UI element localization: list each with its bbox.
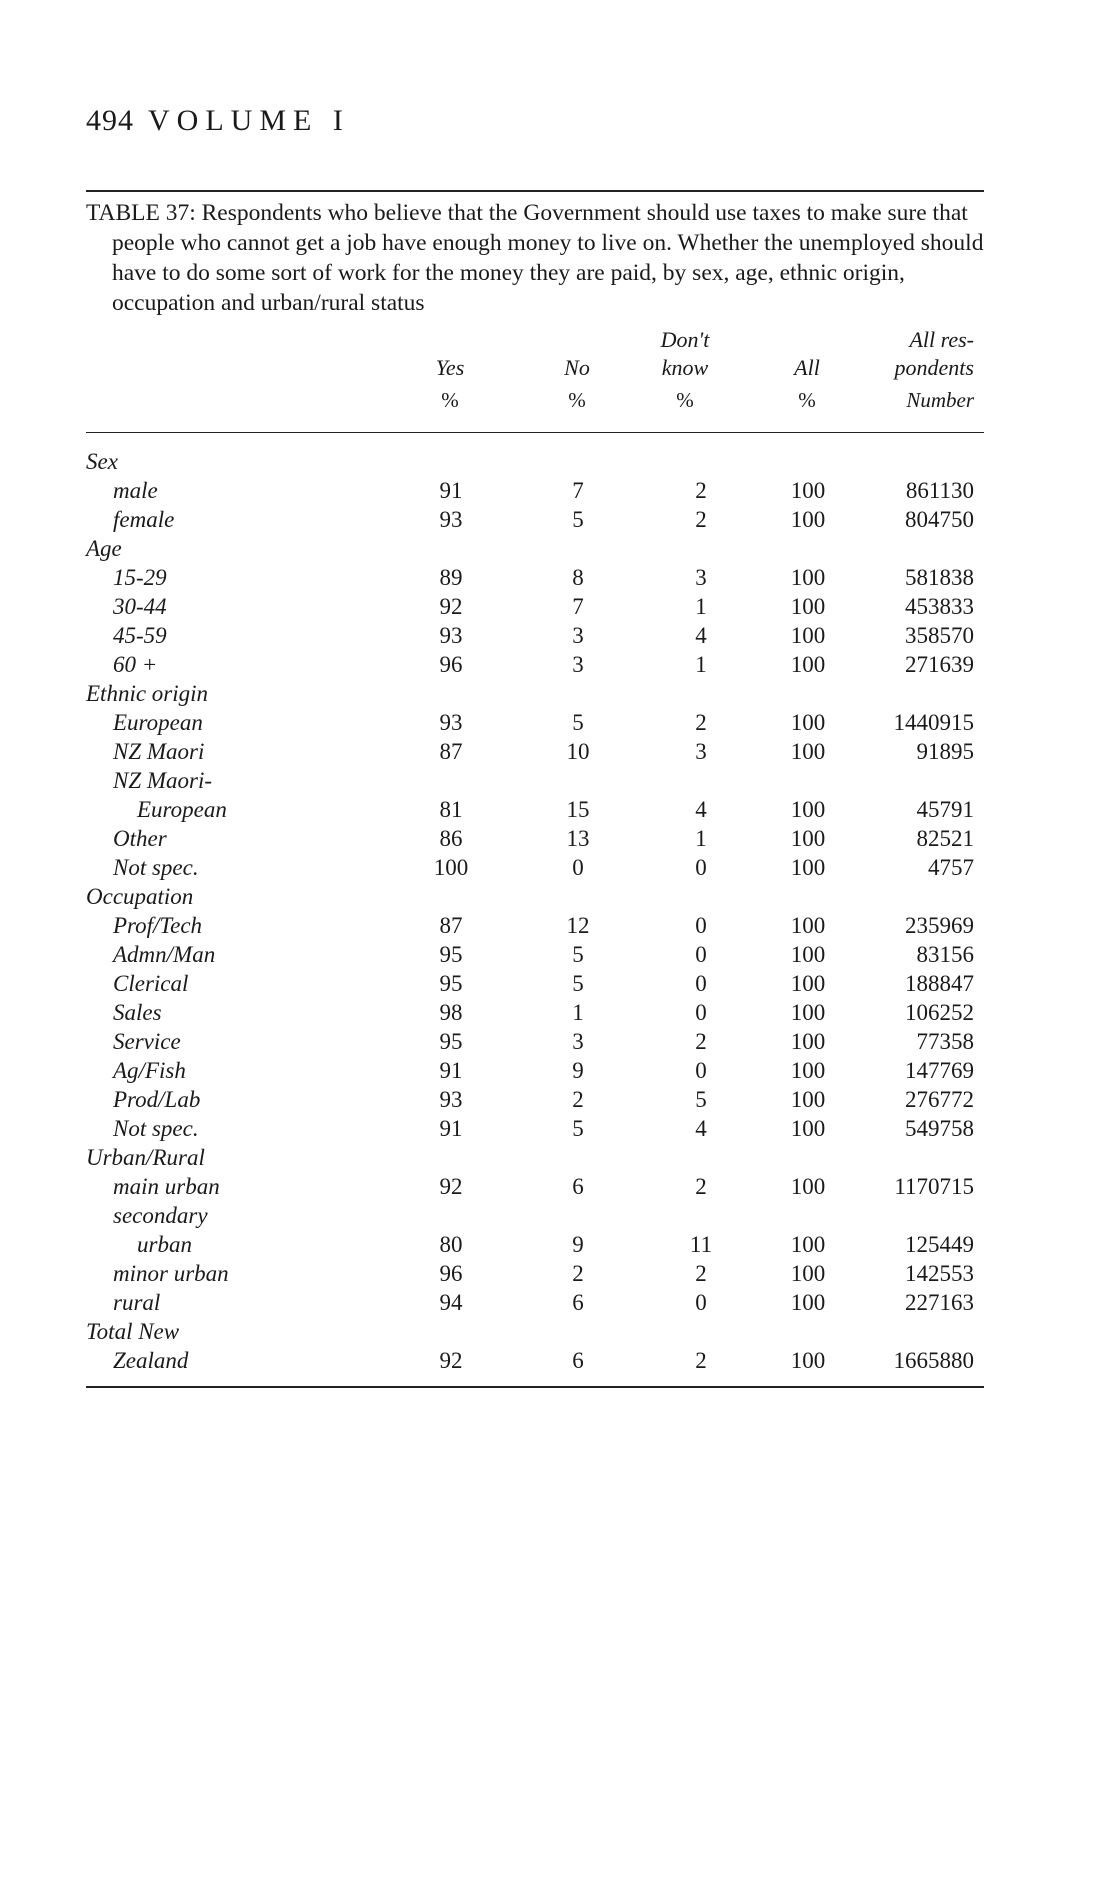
cell-dont-know: 2 <box>695 478 707 503</box>
col-unit-dont-know: % <box>676 388 694 412</box>
cell-no: 12 <box>566 913 590 938</box>
cell-respondents: 358570 <box>905 623 974 648</box>
cell-dont-know: 11 <box>689 1232 713 1257</box>
row-label: female <box>113 507 175 532</box>
volume-label: VOLUME I <box>148 104 350 137</box>
cell-all: 100 <box>790 826 826 851</box>
row-label: 15-29 <box>113 565 167 590</box>
cell-yes: 91 <box>439 1116 463 1141</box>
row-group-label: Sex <box>86 449 118 474</box>
cell-all: 100 <box>790 478 826 503</box>
row-label: Not spec. <box>113 855 199 880</box>
cell-respondents: 4757 <box>928 855 974 880</box>
cell-dont-know: 2 <box>695 1261 707 1286</box>
cell-all: 100 <box>790 1290 826 1315</box>
row-group-label: Ethnic origin <box>86 681 209 706</box>
cell-no: 2 <box>572 1261 584 1286</box>
cell-all: 100 <box>790 623 826 648</box>
cell-all: 100 <box>790 913 826 938</box>
table-row <box>86 940 986 969</box>
cell-all: 100 <box>790 1261 826 1286</box>
cell-respondents: 1665880 <box>893 1348 974 1373</box>
cell-respondents: 861130 <box>905 478 974 503</box>
col-unit-no: % <box>568 388 586 412</box>
col-header-dont-know: Don't know <box>660 327 710 380</box>
cell-dont-know: 3 <box>695 739 707 764</box>
table-caption-text: TABLE 37: Respondents who believe that the Government should use taxes to make sure that people who cannot get a job have enough money to live on. Whether the unemployed should have to do some sort of work for the money they are paid, by sex, age, ethnic origin, occupation and urban/rural status <box>86 200 984 316</box>
table-body <box>86 447 986 1375</box>
row-label: secondary <box>113 1203 208 1228</box>
cell-no: 0 <box>572 855 584 880</box>
cell-no: 3 <box>572 652 584 677</box>
table-row <box>86 679 986 708</box>
cell-dont-know: 1 <box>695 652 707 677</box>
cell-no: 10 <box>566 739 590 764</box>
cell-no: 5 <box>572 971 584 996</box>
cell-all: 100 <box>790 594 826 619</box>
cell-yes: 98 <box>439 1000 463 1025</box>
cell-yes: 93 <box>439 710 463 735</box>
table-row <box>86 853 986 882</box>
cell-no: 6 <box>572 1290 584 1315</box>
cell-yes: 92 <box>439 1348 463 1373</box>
table-row <box>86 621 986 650</box>
row-group-label: Total New <box>86 1319 180 1344</box>
col-header-yes: Yes <box>435 355 465 380</box>
table-row <box>86 1143 986 1172</box>
cell-yes: 93 <box>439 623 463 648</box>
row-label: Not spec. <box>113 1116 199 1141</box>
cell-yes: 93 <box>439 507 463 532</box>
page-number: 494 <box>86 104 134 137</box>
col-header-no: No <box>564 355 590 380</box>
row-label: NZ Maori <box>113 739 205 764</box>
cell-yes: 94 <box>439 1290 463 1315</box>
cell-respondents: 453833 <box>905 594 974 619</box>
cell-no: 5 <box>572 710 584 735</box>
cell-dont-know: 4 <box>695 1116 707 1141</box>
cell-respondents: 82521 <box>916 826 974 851</box>
row-label: Prof/Tech <box>113 913 203 938</box>
cell-all: 100 <box>790 1174 826 1199</box>
cell-dont-know: 2 <box>695 1348 707 1373</box>
cell-yes: 91 <box>439 1058 463 1083</box>
row-label: 45-59 <box>113 623 167 648</box>
cell-respondents: 147769 <box>905 1058 974 1083</box>
cell-dont-know: 0 <box>695 1000 707 1025</box>
cell-respondents: 188847 <box>905 971 974 996</box>
table-row <box>86 592 986 621</box>
row-label: European <box>113 710 203 735</box>
cell-dont-know: 2 <box>695 507 707 532</box>
cell-yes: 95 <box>439 1029 463 1054</box>
cell-respondents: 83156 <box>916 942 974 967</box>
table-header-rule <box>86 432 984 433</box>
cell-respondents: 1440915 <box>893 710 974 735</box>
row-label: male <box>113 478 158 503</box>
cell-dont-know: 0 <box>695 971 707 996</box>
cell-yes: 87 <box>439 913 463 938</box>
table-row <box>86 766 986 795</box>
cell-no: 2 <box>572 1087 584 1112</box>
table-top-rule <box>86 190 984 192</box>
table-row <box>86 1288 986 1317</box>
cell-yes: 91 <box>439 478 463 503</box>
table-row <box>86 505 986 534</box>
table-row <box>86 1114 986 1143</box>
row-label: NZ Maori- <box>113 768 213 793</box>
cell-all: 100 <box>790 1116 826 1141</box>
cell-no: 15 <box>566 797 590 822</box>
cell-respondents: 45791 <box>916 797 974 822</box>
cell-all: 100 <box>790 1029 826 1054</box>
row-label: main urban <box>113 1174 220 1199</box>
cell-all: 100 <box>790 942 826 967</box>
row-label: minor urban <box>113 1261 229 1286</box>
row-label: Service <box>113 1029 181 1054</box>
cell-no: 5 <box>572 1116 584 1141</box>
cell-no: 7 <box>572 478 584 503</box>
table-row <box>86 824 986 853</box>
cell-dont-know: 0 <box>695 1290 707 1315</box>
table-row <box>86 1259 986 1288</box>
cell-no: 6 <box>572 1174 584 1199</box>
row-label: Admn/Man <box>113 942 216 967</box>
row-label: European <box>137 797 227 822</box>
cell-all: 100 <box>790 1348 826 1373</box>
cell-yes: 92 <box>439 594 463 619</box>
row-label: Clerical <box>113 971 189 996</box>
cell-all: 100 <box>790 1000 826 1025</box>
table-row <box>86 737 986 766</box>
cell-no: 7 <box>572 594 584 619</box>
cell-dont-know: 0 <box>695 1058 707 1083</box>
row-label: 30-44 <box>113 594 167 619</box>
cell-respondents: 804750 <box>905 507 974 532</box>
cell-all: 100 <box>790 710 826 735</box>
cell-dont-know: 2 <box>695 710 707 735</box>
table-row <box>86 1027 986 1056</box>
cell-no: 3 <box>572 623 584 648</box>
cell-all: 100 <box>790 855 826 880</box>
col-unit-all: % <box>798 388 816 412</box>
cell-yes: 95 <box>439 971 463 996</box>
cell-respondents: 1170715 <box>894 1174 974 1199</box>
row-label: 60 + <box>113 652 158 677</box>
cell-yes: 80 <box>439 1232 463 1257</box>
row-label: Ag/Fish <box>113 1058 186 1083</box>
table-row <box>86 1346 986 1375</box>
cell-all: 100 <box>790 507 826 532</box>
cell-dont-know: 3 <box>695 565 707 590</box>
cell-no: 9 <box>572 1058 584 1083</box>
cell-respondents: 91895 <box>916 739 974 764</box>
cell-no: 9 <box>572 1232 584 1257</box>
cell-yes: 89 <box>439 565 463 590</box>
table-row <box>86 911 986 940</box>
table-row <box>86 1085 986 1114</box>
page-header <box>86 104 350 138</box>
cell-no: 13 <box>566 826 590 851</box>
cell-yes: 86 <box>439 826 463 851</box>
cell-respondents: 549758 <box>905 1116 974 1141</box>
cell-all: 100 <box>790 565 826 590</box>
row-label: rural <box>113 1290 161 1315</box>
cell-respondents: 77358 <box>916 1029 974 1054</box>
table-row <box>86 1230 986 1259</box>
cell-respondents: 227163 <box>905 1290 974 1315</box>
table-row <box>86 1201 986 1230</box>
cell-respondents: 125449 <box>905 1232 974 1257</box>
table-row <box>86 1172 986 1201</box>
row-label: Zealand <box>113 1348 189 1373</box>
col-unit-respondents: Number <box>906 388 974 412</box>
cell-yes: 96 <box>439 652 463 677</box>
row-group-label: Occupation <box>86 884 194 909</box>
cell-yes: 93 <box>439 1087 463 1112</box>
table-row <box>86 447 986 476</box>
cell-respondents: 235969 <box>905 913 974 938</box>
row-group-label: Urban/Rural <box>86 1145 205 1170</box>
cell-dont-know: 2 <box>695 1174 707 1199</box>
table-row <box>86 969 986 998</box>
cell-yes: 87 <box>439 739 463 764</box>
cell-yes: 92 <box>439 1174 463 1199</box>
cell-respondents: 271639 <box>905 652 974 677</box>
cell-all: 100 <box>790 1232 826 1257</box>
cell-all: 100 <box>790 797 826 822</box>
table-row <box>86 563 986 592</box>
table-row <box>86 476 986 505</box>
row-label: urban <box>137 1232 192 1257</box>
col-header-respondents: All res- pondents <box>894 327 974 380</box>
cell-all: 100 <box>790 1058 826 1083</box>
table-row <box>86 1317 986 1346</box>
table-row <box>86 650 986 679</box>
cell-no: 6 <box>572 1348 584 1373</box>
cell-yes: 100 <box>433 855 469 880</box>
cell-no: 5 <box>572 507 584 532</box>
cell-no: 8 <box>572 565 584 590</box>
cell-dont-know: 4 <box>695 797 707 822</box>
cell-dont-know: 5 <box>695 1087 707 1112</box>
cell-dont-know: 0 <box>695 942 707 967</box>
cell-dont-know: 0 <box>695 913 707 938</box>
cell-all: 100 <box>790 1087 826 1112</box>
cell-respondents: 276772 <box>905 1087 974 1112</box>
cell-respondents: 142553 <box>905 1261 974 1286</box>
row-label: Other <box>113 826 167 851</box>
cell-no: 1 <box>572 1000 584 1025</box>
table-row <box>86 534 986 563</box>
cell-respondents: 581838 <box>905 565 974 590</box>
cell-dont-know: 4 <box>695 623 707 648</box>
cell-yes: 96 <box>439 1261 463 1286</box>
cell-all: 100 <box>790 652 826 677</box>
table-row <box>86 998 986 1027</box>
table-caption <box>86 198 990 318</box>
table-row <box>86 1056 986 1085</box>
table-row <box>86 708 986 737</box>
cell-all: 100 <box>790 971 826 996</box>
cell-dont-know: 0 <box>695 855 707 880</box>
col-unit-yes: % <box>441 388 459 412</box>
table-bottom-rule <box>86 1386 984 1388</box>
cell-dont-know: 2 <box>695 1029 707 1054</box>
cell-dont-know: 1 <box>695 594 707 619</box>
row-group-label: Age <box>86 536 122 561</box>
cell-respondents: 106252 <box>905 1000 974 1025</box>
cell-yes: 95 <box>439 942 463 967</box>
cell-yes: 81 <box>439 797 463 822</box>
cell-dont-know: 1 <box>695 826 707 851</box>
col-header-all: All <box>794 355 820 380</box>
cell-all: 100 <box>790 739 826 764</box>
cell-no: 5 <box>572 942 584 967</box>
row-label: Sales <box>113 1000 162 1025</box>
cell-no: 3 <box>572 1029 584 1054</box>
table-row <box>86 882 986 911</box>
table-row <box>86 795 986 824</box>
row-label: Prod/Lab <box>113 1087 201 1112</box>
